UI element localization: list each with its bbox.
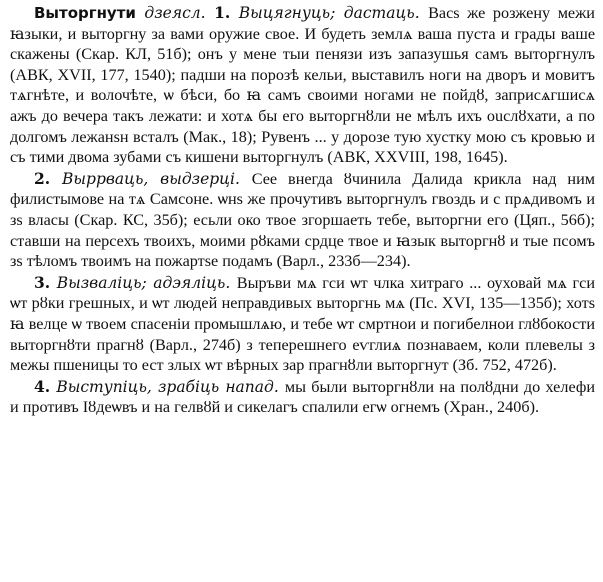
- sense-4-gloss: Выступіць, зрабіць напад.: [56, 377, 279, 396]
- sense-2-number: 2.: [34, 168, 51, 188]
- headword: Выторгнути: [34, 4, 136, 22]
- sense-3-gloss: Вызваліць; адэяліць.: [56, 273, 231, 292]
- sense-1-gloss: Выцягнуць; дастаць.: [238, 4, 420, 22]
- sense-2-text: Сее внегда ȣчинила Далида крикла над ним филистымове на тѧ Самсоне. ѡнѕ же прочутивъ выторгнулъ гвоздь и с прѧдивомъ и зѕ власы (Скар. КС, 35б); есьли око твое згоршаеть тебе, выторгни его (Цяп., 56б); ставши на персехъ твоихъ, моими рȣками срдце твое и ꙗзык выторгнȣ и тые псомъ зѕ тѣломъ твоимъ на пожартѕе подамъ (Варл., 233б—234).: [10, 169, 595, 271]
- entry-sense-3: [10, 273, 595, 376]
- sense-1-number: 1.: [214, 3, 231, 22]
- sense-3-text: Выръви мѧ гси ѡт члка хитраго ... оуховай мѧ гси ѡт рȣки грешных, и ѡт людей неправдивых выторгнь мѧ (Пс. XVI, 135—135б); хотѕ ꙗ велце ѡ твоем спасеніи промышлѧю, и тебе ѡт смртнои и погибелнои глȣбокости выторгнȣти прагнȣ (Варл., 274б) з теперешнего еѵглиѧ познаваем, коли плевелы з межы пшеницы то ест злых ѡт вѣрных зар прагнȣли выторгнут (Зб. 752, 472б).: [10, 273, 595, 375]
- sense-2-gloss: Выррваць, выдзерці.: [62, 169, 240, 188]
- sense-3-number: 3.: [34, 272, 51, 292]
- entry-sense-1: [10, 3, 595, 168]
- entry-sense-2: [10, 169, 595, 272]
- sense-4-text: мы были выторгнȣли на полȣдни до хелефи и противъ Іȣдеѡвъ и на гелвȣй и сикелагъ спалили егѡ огнемъ (Хран., 240б).: [10, 377, 595, 417]
- sense-4-number: 4.: [34, 376, 51, 396]
- sense-1-text: Васѕ же розжену межи ꙗзыки, и выторгну за вами оружие свое. И будеть землѧ ваша пуста и грады ваше скажены (Скар. КЛ, 51б); онъ у мене тыи пенязи изъ запазушья самъ выторгнулъ (АВК, XVII, 177, 1540); падши на порозѣ кельи, выставилъ ноги на дворъ и мовитъ тѧгнѣте, и волочѣте, ѡ бѣси, бо ꙗ самъ своими ногами не пойдȣ, заприсѧгшисѧ ажъ до вечера такъ лежати: и хотѧ бы его выторгнȣли не мѣлъ ихъ ouслȣхати, а по долгомъ лежанѕн всталъ (Мак., 18); Рувенъ ... у дорозе тую хустку мою съ кровью и съ тими двома зубами съ кишени выторгнулъ (АВК, XXVIII, 198, 1645).: [10, 4, 595, 167]
- entry-sense-4: [10, 377, 595, 418]
- grammar-label: дзеясл.: [144, 4, 206, 22]
